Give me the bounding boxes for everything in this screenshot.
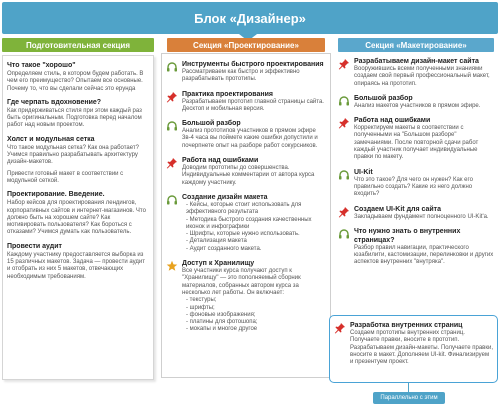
list-line: - мокапы и многое другое <box>186 326 258 333</box>
column-layout <box>334 38 498 52</box>
item-big-review-2 <box>334 94 498 110</box>
list-line: - Шрифты, которые нужно использовать. <box>186 231 300 238</box>
list-line: - Детализация макета <box>186 238 247 245</box>
list-line: - Аудит созданного макета. <box>186 245 262 252</box>
item-title: Что нужно знать о внутренних страницах? <box>354 227 461 244</box>
headphone-icon <box>338 169 350 181</box>
pin-icon <box>338 206 350 218</box>
star-icon <box>166 260 178 272</box>
item-title: Практика проектирования <box>182 90 273 98</box>
item-title: Работа над ошибками <box>182 157 259 165</box>
section-grid-task <box>3 171 153 186</box>
item-title: Работа над ошибками <box>354 117 431 125</box>
item-text: Все участники курса получают доступ к "Хранилищу" — это пополняемый сборник материалов, собранных автором курса за несколько лет работы. Он включает: <box>182 268 301 296</box>
headphone-icon <box>166 120 178 132</box>
item-text: Создаем прототипы внутренних страниц. Получаете правки, вносите в прототип. Разрабатываем дизайн-макеты. Получаете правки, вносите в макет. Дополняем UI-kit. Финализируем и презентуем проект. <box>350 330 493 366</box>
item-fixes <box>162 156 330 187</box>
section-text: Определяем стиль, в котором будем работать. В чем его преимущество? Опытаем все основные. Почему то, что вы сделали сейчас это ерунда <box>7 71 144 92</box>
parallel-label: Параллельно с этим <box>373 392 445 404</box>
section-text: Что такое модульная сетка? Как она работает? Учимся правильно разрабатывать архитектуру дизайн-макетов. <box>7 144 139 166</box>
item-text: Разрабатываем прототип главной страницы сайта. Десктоп и мобильная версия. <box>182 98 324 112</box>
section-title: Проектирование. Введение. <box>7 191 105 199</box>
section-audit <box>3 242 153 281</box>
item-title: Большой разбор <box>182 120 241 128</box>
headphone-icon <box>338 228 350 240</box>
item-create-uikit <box>334 205 498 221</box>
item-tools <box>162 60 330 84</box>
item-title: UI-Kit <box>354 168 373 176</box>
pin-icon <box>166 157 178 169</box>
item-fixes-2 <box>334 116 498 161</box>
item-title: Разрабатываем дизайн-макет сайта <box>354 58 479 65</box>
item-text: Рассматриваем как быстро и эффективно разрабатывать прототипы. <box>182 69 300 83</box>
column-header-layout: Секция «Макетирование» <box>338 38 494 52</box>
section-grid <box>3 135 153 167</box>
column-header-preparatory: Подготовительная секция <box>2 38 154 52</box>
pin-icon <box>334 322 346 334</box>
section-inspiration <box>3 98 153 130</box>
item-text: Вооружившись всеми полученными знаниями создаем свой первый профессиональный макет, опираясь на прототип. <box>354 66 490 87</box>
list-line: - фоновые изображения; <box>186 311 256 318</box>
item-title: Доступ к Хранилищу <box>182 260 255 268</box>
pin-icon <box>338 58 350 70</box>
panel-design <box>161 53 331 378</box>
pin-icon <box>166 91 178 103</box>
block-banner <box>2 2 498 34</box>
section-design-intro <box>3 190 153 236</box>
item-text: Анализ макетов участников в прямом эфире. <box>354 102 481 109</box>
item-uikit <box>334 168 498 199</box>
section-text: Как придерживаться стиля при этом каждый раз быть оригинальным. Подготовка перед началом работ над новым проектом. <box>7 107 142 129</box>
section-title: Где черпать вдохновение? <box>7 98 102 106</box>
item-storage <box>162 259 330 334</box>
item-develop-layout <box>334 57 498 88</box>
item-inner-pages <box>334 227 498 267</box>
panel-preparatory <box>2 55 154 380</box>
pill-connector <box>408 383 409 392</box>
item-create-layout <box>162 193 330 253</box>
section-text: Привести готовый макет в соответствии с модульной сеткой. <box>7 170 124 184</box>
item-title: Разработка внутренних страниц <box>350 322 463 329</box>
item-text: Что это такое? Для чего он нужен? Как его правильно создать? Какие из него должно входить? <box>354 176 473 198</box>
section-title: Холст и модульная сетка <box>7 135 95 143</box>
headphone-icon <box>338 95 350 107</box>
item-text: Закладываем фундамент полноценного UI-Kit'а. <box>354 213 489 220</box>
list-line: - Методика быстрого создания качественных иконок и инфографики <box>186 216 312 230</box>
section-good <box>3 61 153 93</box>
item-text: Анализ прототипов участников в прямом эфире 3в-4 часа вы поймете какие ошибки допустили и почерпнете опыт на разборе работ сокурсников. <box>182 128 318 149</box>
column-header-design: Секция «Проектирование» <box>167 38 325 52</box>
item-practice <box>162 90 330 114</box>
highlight-card <box>329 315 498 383</box>
panel-layout <box>334 53 498 313</box>
item-text: Разбор правил навигации, практического юзабилити, кастомизации, перелинковки и других аспектов внутренних "внутряка". <box>354 244 494 266</box>
item-title: Создание дизайн макета <box>182 193 268 201</box>
column-design <box>161 38 331 52</box>
section-title: Провести аудит <box>7 242 62 250</box>
section-text: Набор кейсов для проектирования лендингов, корпоративных сайтов и интернет-магазинов. Что должно быть на хорошем сайте? Как мотивировать пользователя? Как бороться с отказами? Учимся думать как пользователь. <box>7 200 146 236</box>
headphone-icon <box>166 61 178 73</box>
item-title: Создаем UI-Kit для сайта <box>354 205 442 213</box>
list-line: - Кейсы, которые стоит использовать для эффективного результата <box>186 201 302 216</box>
section-text: Каждому участнику предоставляется выборка из 15 различных макетов. Задача — провести аудит и отобрать из них 5 макетов, отвечающих необходимым требованиям. <box>7 251 146 280</box>
item-text: Корректируем макеты в соответствии с полученными на "Большом разборе" замечаниями. После повторной сдачи работ каждый участник получает индивидуальные правки по макету. <box>354 125 479 161</box>
item-title: Большой разбор <box>354 94 413 102</box>
headphone-icon <box>166 194 178 206</box>
banner-title: Блок «Дизайнер» <box>194 10 306 26</box>
item-title: Инструменты быстрого проектирования <box>182 61 324 68</box>
item-develop-inner-pages <box>330 321 497 366</box>
item-text: Доводим прототипы до совершенства. Индивидуальные комментарии от автора курса каждому участнику. <box>182 165 315 186</box>
section-title: Что такое "хорошо" <box>7 62 76 69</box>
list-line: - текстуры; <box>186 297 217 304</box>
pin-icon <box>338 117 350 129</box>
list-line: - платины для фотошопа; <box>186 319 258 326</box>
column-preparatory <box>2 38 154 52</box>
item-big-review <box>162 119 330 150</box>
list-line: - шрифты; <box>186 304 215 311</box>
